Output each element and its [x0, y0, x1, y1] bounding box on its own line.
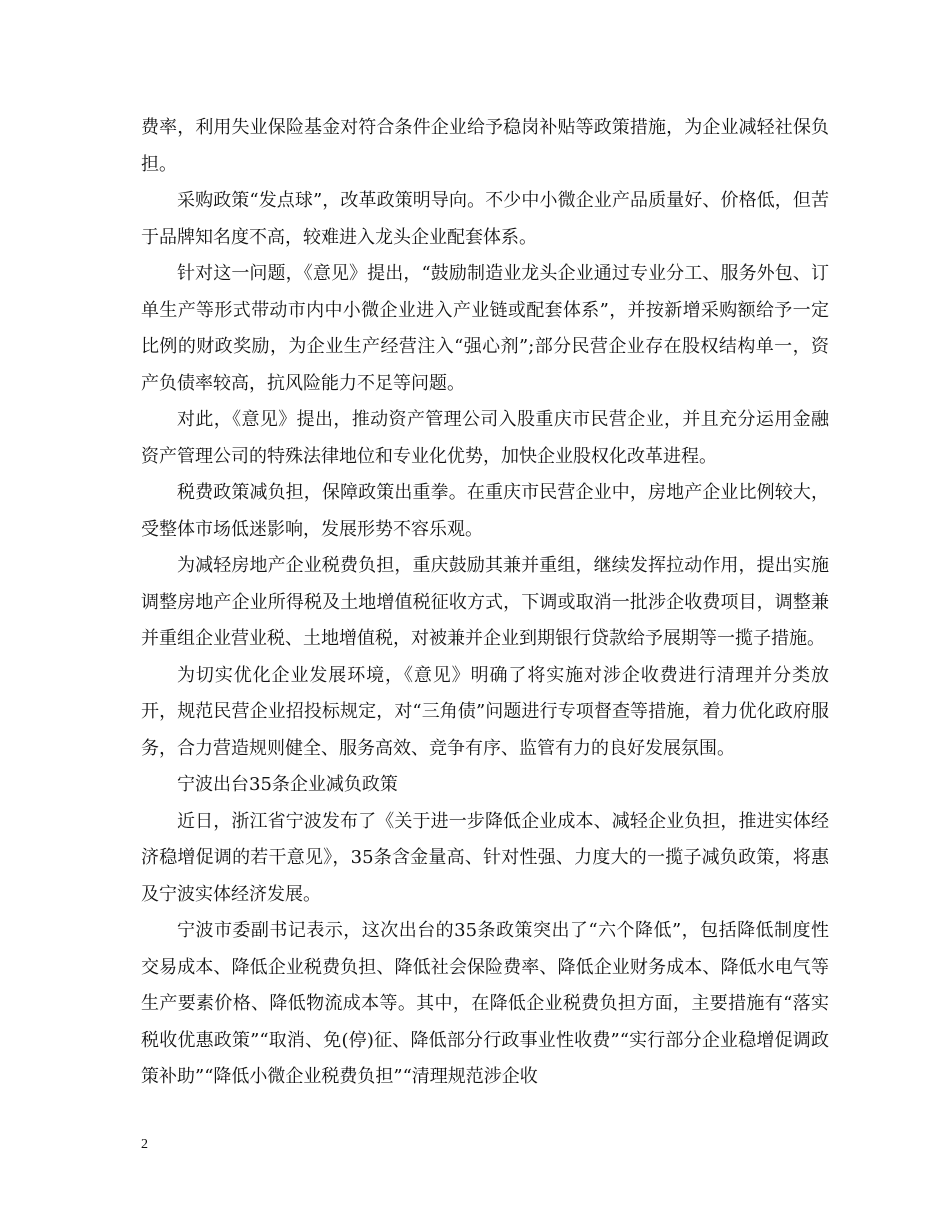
- paragraph-2: 采购政策“发点球”，改革政策明导向。不少中小微企业产品质量好、价格低，但苦于品牌知名度不高，较难进入龙头企业配套体系。: [141, 190, 829, 248]
- paragraph-4: 对此，《意见》提出，推动资产管理公司入股重庆市民营企业，并且充分运用金融资产管理公司的特殊法律地位和专业化优势，加快企业股权化改革进程。: [141, 409, 829, 467]
- document-body: [141, 110, 829, 1096]
- page-number: 2: [141, 1137, 148, 1152]
- paragraph-9: 宁波市委副书记表示，这次出台的35条政策突出了“六个降低”，包括降低制度性交易成本、降低企业税费负担、降低社会保险费率、降低企业财务成本、降低水电气等生产要素价格、降低物流成本等。其中，在降低企业税费负担方面，主要措施有“落实税收优惠政策”“取消、免(停)征、降低部分行政事业性收费”“实行部分企业稳增促调政策补助”“降低小微企业税费负担”“清理规范涉企收: [141, 920, 829, 1087]
- paragraph-7: 为切实优化企业发展环境，《意见》明确了将实施对涉企收费进行清理并分类放开，规范民营企业招投标规定，对“三角债”问题进行专项督查等措施，着力优化政府服务，合力营造规则健全、服务高效、竞争有序、监管有力的良好发展氛围。: [141, 664, 829, 759]
- paragraph-3: 针对这一问题，《意见》提出，“鼓励制造业龙头企业通过专业分工、服务外包、订单生产等形式带动市内中小微企业进入产业链或配套体系”，并按新增采购额给予一定比例的财政奖励，为企业生产经营注入“强心剂”;部分民营企业存在股权结构单一，资产负债率较高，抗风险能力不足等问题。: [141, 263, 829, 394]
- section-heading: 宁波出台35条企业减负政策: [177, 774, 398, 795]
- paragraph-6: 为减轻房地产企业税费负担，重庆鼓励其兼并重组，继续发挥拉动作用，提出实施调整房地产企业所得税及土地增值税征收方式，下调或取消一批涉企收费项目，调整兼并重组企业营业税、土地增值税，对被兼并企业到期银行贷款给予展期等一揽子措施。: [141, 555, 829, 649]
- paragraph-5: 税费政策减负担，保障政策出重拳。在重庆市民营企业中，房地产企业比例较大，受整体市场低迷影响，发展形势不容乐观。: [141, 482, 829, 540]
- paragraph-8: 近日，浙江省宁波发布了《关于进一步降低企业成本、减轻企业负担，推进实体经济稳增促调的若干意见》，35条含金量高、针对性强、力度大的一揽子减负政策，将惠及宁波实体经济发展。: [141, 810, 829, 905]
- paragraph-1: 费率，利用失业保险基金对符合条件企业给予稳岗补贴等政策措施，为企业减轻社保负担。: [141, 117, 829, 175]
